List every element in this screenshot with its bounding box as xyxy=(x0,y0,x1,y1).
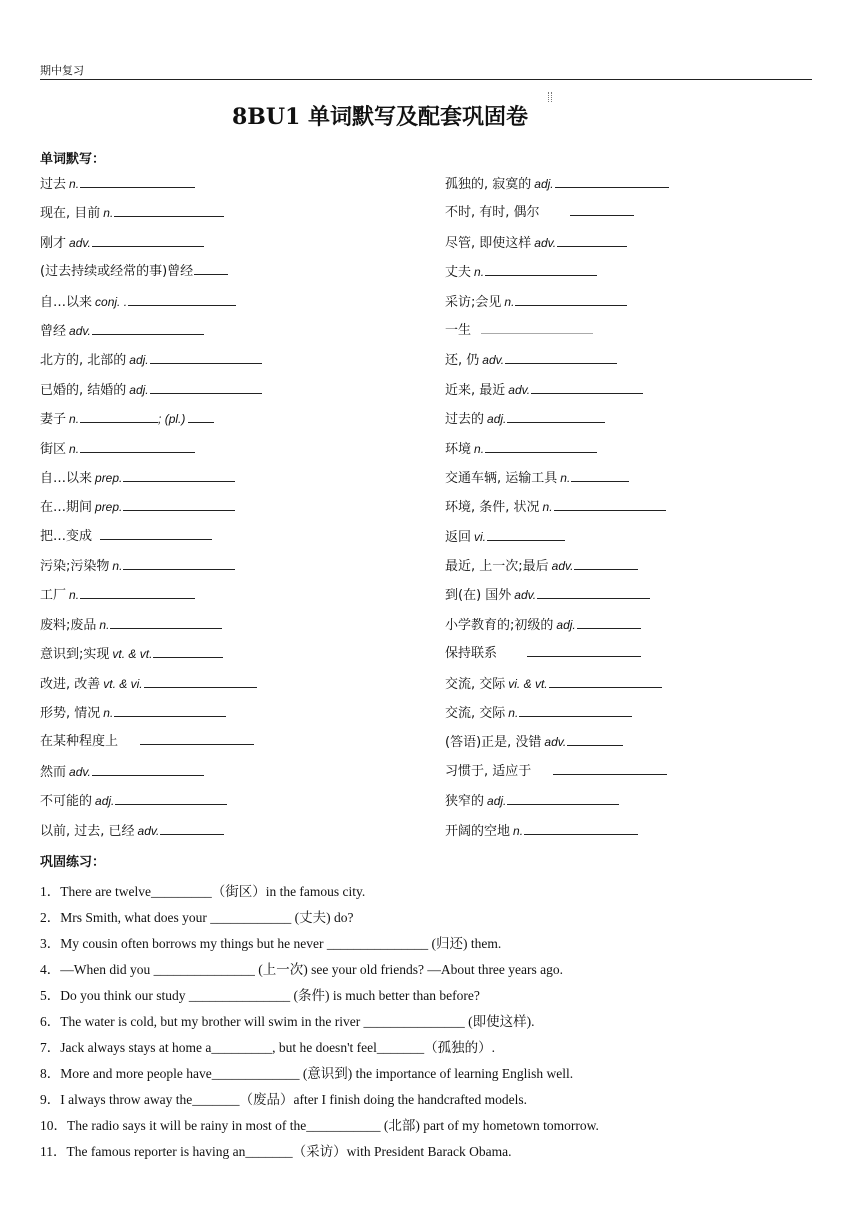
exercise-item-4: 4．—When did you _______________ (上一次) see your old friends? —About three years ago. xyxy=(40,962,564,977)
answer-blank[interactable] xyxy=(524,820,638,835)
vocab-plural-label: ; (pl.) xyxy=(158,412,186,427)
answer-blank[interactable] xyxy=(485,261,597,276)
vocab-pos: n. xyxy=(69,412,80,427)
vocab-pos: adv. xyxy=(137,823,160,838)
answer-blank[interactable] xyxy=(80,438,195,453)
vocab-item-left-10 xyxy=(40,436,440,465)
vocab-chinese: 然而 xyxy=(40,764,67,780)
answer-blank[interactable] xyxy=(507,790,619,805)
answer-blank[interactable] xyxy=(519,702,632,717)
vocab-pos: adv. xyxy=(482,353,505,368)
vocab-item-right-8 xyxy=(445,377,845,406)
vocab-item-right-18 xyxy=(445,671,845,700)
answer-blank[interactable] xyxy=(153,643,223,658)
vocab-pos: n. xyxy=(474,441,485,456)
vocab-item-right-1 xyxy=(445,171,845,200)
vocab-chinese: 返回 xyxy=(445,529,472,545)
vocab-item-right-16 xyxy=(445,612,845,641)
exercise-list xyxy=(40,880,840,1166)
answer-blank[interactable] xyxy=(549,673,662,688)
vocab-pos: n. xyxy=(542,500,553,515)
vocab-item-left-22 xyxy=(40,788,440,817)
answer-blank[interactable] xyxy=(487,526,565,541)
vocab-chinese: 刚才 xyxy=(40,235,67,251)
vocab-chinese: 北方的, 北部的 xyxy=(40,353,127,369)
vocab-chinese: 丈夫 xyxy=(445,265,472,281)
answer-blank[interactable] xyxy=(554,496,666,511)
vocab-chinese: 交流, 交际 xyxy=(445,676,506,692)
vocab-chinese: 过去 xyxy=(40,177,67,192)
vocab-item-left-12 xyxy=(40,494,440,523)
answer-blank[interactable] xyxy=(92,320,204,335)
vocab-chinese: 近来, 最近 xyxy=(445,382,506,398)
vocab-item-right-5 xyxy=(445,289,845,318)
vocab-pos: n. xyxy=(99,617,110,632)
vocab-item-left-19 xyxy=(40,700,440,729)
vocab-pos: adv. xyxy=(69,235,91,250)
vocab-item-left-1 xyxy=(40,171,440,200)
vocab-pos: n. xyxy=(508,706,519,721)
answer-blank[interactable] xyxy=(150,379,262,394)
vocab-item-right-21 xyxy=(445,759,845,788)
answer-blank[interactable] xyxy=(481,319,593,334)
vocab-chinese: 以前, 过去, 已经 xyxy=(40,823,135,839)
exercise-item-7: 7．Jack always stays at home a_________, but he doesn't feel_______（孤独的）. xyxy=(40,1040,495,1055)
vocab-chinese: 尽管, 即使这样 xyxy=(445,235,532,251)
vocab-pos: adj. xyxy=(95,794,115,809)
vocab-chinese: 不可能的 xyxy=(40,794,93,810)
vocab-chinese: 不时, 有时, 偶尔 xyxy=(445,205,540,221)
vocab-item-right-22 xyxy=(445,788,845,817)
exercise-item-1: 1．There are twelve_________（街区）in the famous city. xyxy=(40,884,366,899)
answer-blank[interactable] xyxy=(557,232,627,247)
vocab-pos: adv. xyxy=(69,323,91,338)
vocab-chinese: 自…以来 xyxy=(40,294,93,310)
vocab-chinese: 在某种程度上 xyxy=(40,734,119,750)
vocab-pos: conj. . xyxy=(95,294,128,309)
vocab-item-right-2 xyxy=(445,200,845,229)
answer-blank[interactable] xyxy=(114,702,226,717)
vocab-column-right xyxy=(445,171,845,847)
vocab-item-left-8 xyxy=(40,377,440,406)
page-header xyxy=(40,64,812,80)
header-text: 期中复习 xyxy=(40,64,84,77)
vocab-chinese: 交流, 交际 xyxy=(445,706,506,722)
vocab-chinese: 曾经 xyxy=(40,323,67,339)
answer-blank[interactable] xyxy=(80,584,195,599)
vocab-pos: vt. & vi. xyxy=(103,676,143,691)
answer-blank[interactable] xyxy=(100,525,212,540)
vocab-item-right-11 xyxy=(445,465,845,494)
vocab-chinese: 现在, 目前 xyxy=(40,206,101,222)
vocab-pos: vi. & vt. xyxy=(508,676,548,691)
vocab-pos: n. xyxy=(560,470,571,485)
answer-blank[interactable] xyxy=(160,820,224,835)
answer-blank[interactable] xyxy=(114,202,224,217)
vocab-pos: n. xyxy=(112,559,123,574)
answer-blank[interactable] xyxy=(140,730,254,745)
vocab-item-left-11 xyxy=(40,465,440,494)
vocab-item-left-5 xyxy=(40,289,440,318)
vocab-item-right-20 xyxy=(445,729,845,758)
vocab-pos: vt. & vt. xyxy=(112,647,153,662)
vocab-item-left-14 xyxy=(40,553,440,582)
exercise-item-9: 9．I always throw away the_______（废品）after I finish doing the handcrafted models. xyxy=(40,1092,528,1107)
vocab-item-left-13 xyxy=(40,524,440,553)
vocab-pos: n. xyxy=(69,177,80,191)
answer-blank[interactable] xyxy=(515,291,627,306)
exercise-item-11: 11．The famous reporter is having an_______（采访）with President Barack Obama. xyxy=(40,1144,512,1159)
vocab-pos: adj. xyxy=(129,382,149,397)
answer-blank[interactable] xyxy=(92,761,204,776)
answer-blank[interactable] xyxy=(531,379,643,394)
vocab-pos: adv. xyxy=(551,559,574,574)
answer-blank[interactable] xyxy=(485,438,597,453)
answer-blank[interactable] xyxy=(570,201,634,216)
vocab-item-right-23 xyxy=(445,818,845,847)
exercise-heading: 巩固练习： xyxy=(40,855,106,870)
vocab-item-right-14 xyxy=(445,553,845,582)
vocab-pos: adj. xyxy=(129,353,149,368)
vocab-chinese: 街区 xyxy=(40,441,67,457)
vocab-item-left-23 xyxy=(40,818,440,847)
answer-blank[interactable] xyxy=(123,467,235,482)
exercise-item-8: 8．More and more people have_____________ (意识到) the importance of learning English well. xyxy=(40,1066,574,1081)
answer-blank[interactable] xyxy=(505,349,617,364)
vocab-chinese: 在…期间 xyxy=(40,500,93,516)
vocab-item-right-3 xyxy=(445,230,845,259)
vocab-pos: n. xyxy=(69,588,80,603)
answer-blank[interactable] xyxy=(150,349,262,364)
vocab-pos: prep. xyxy=(95,470,123,485)
vocab-chinese: 保持联系 xyxy=(445,646,498,662)
answer-blank[interactable] xyxy=(507,408,605,423)
vocab-item-left-16 xyxy=(40,612,440,641)
vocab-item-right-15 xyxy=(445,582,845,611)
vocab-item-right-6 xyxy=(445,318,845,347)
vocab-pos: n. xyxy=(103,206,114,221)
vocab-item-left-17 xyxy=(40,641,440,670)
vocab-chinese: 自…以来 xyxy=(40,470,93,486)
vocab-chinese: 形势, 情况 xyxy=(40,706,101,722)
vocab-item-right-19 xyxy=(445,700,845,729)
exercise-item-6: 6．The water is cold, but my brother will swim in the river _______________ (即使这样). xyxy=(40,1014,535,1029)
vocab-item-left-21 xyxy=(40,759,440,788)
vocab-item-right-13 xyxy=(445,524,845,553)
vocab-heading: 单词默写： xyxy=(40,152,106,167)
vocab-chinese: 妻子 xyxy=(40,412,67,428)
vocab-item-left-7 xyxy=(40,347,440,376)
vocab-item-left-15 xyxy=(40,582,440,611)
vocab-pos: adj. xyxy=(556,617,576,632)
answer-blank[interactable] xyxy=(80,173,195,188)
vocab-chinese: 采访;会见 xyxy=(445,294,502,310)
vocab-chinese: 废料;废品 xyxy=(40,617,97,633)
vocab-chinese: 最近, 上一次;最后 xyxy=(445,559,549,575)
vocab-chinese: 狭窄的 xyxy=(445,794,485,810)
vocab-item-left-3 xyxy=(40,230,440,259)
vocab-pos: adj. xyxy=(487,794,507,809)
answer-blank[interactable] xyxy=(80,408,158,423)
vocab-item-right-17 xyxy=(445,641,845,670)
vocab-chinese: 把…变成 xyxy=(40,528,93,544)
vocab-chinese: 改进, 改善 xyxy=(40,676,101,692)
answer-blank[interactable] xyxy=(115,790,227,805)
vocab-column-left xyxy=(40,171,440,847)
vocab-chinese: 环境 xyxy=(445,441,472,457)
vocab-item-left-20 xyxy=(40,729,440,758)
vocab-pos: adv. xyxy=(514,588,537,603)
exercise-item-10: 10．The radio says it will be rainy in most of the___________ (北部) part of my hometown tomorrow. xyxy=(40,1118,599,1133)
exercise-item-5: 5．Do you think our study _______________ (条件) is much better than before? xyxy=(40,988,480,1003)
vocab-chinese: (答语)正是, 没错 xyxy=(445,735,542,751)
vocab-chinese: 意识到;实现 xyxy=(40,647,110,663)
vocab-chinese: (过去持续或经常的事)曾经 xyxy=(40,264,194,280)
vocab-pos: n. xyxy=(513,823,524,838)
vocab-chinese: 环境, 条件, 状况 xyxy=(445,500,540,516)
vocab-chinese: 过去的 xyxy=(445,412,485,428)
vocab-item-left-4 xyxy=(40,259,440,288)
vocab-item-left-18 xyxy=(40,671,440,700)
answer-blank-plural[interactable] xyxy=(188,408,214,423)
answer-blank[interactable] xyxy=(574,555,638,570)
cursor-mark xyxy=(548,92,552,102)
vocab-chinese: 到(在) 国外 xyxy=(445,588,512,604)
vocab-pos: adv. xyxy=(534,235,557,250)
answer-blank[interactable] xyxy=(123,555,235,570)
answer-blank[interactable] xyxy=(571,467,629,482)
vocab-pos: adv. xyxy=(69,764,91,779)
vocab-item-right-12 xyxy=(445,494,845,523)
vocab-chinese: 已婚的, 结婚的 xyxy=(40,382,127,398)
answer-blank[interactable] xyxy=(123,496,235,511)
page-title: 8BU1 单词默写及配套巩固卷 xyxy=(231,104,529,130)
vocab-chinese: 工厂 xyxy=(40,588,67,604)
vocab-item-left-6 xyxy=(40,318,440,347)
vocab-pos: n. xyxy=(69,441,80,456)
answer-blank[interactable] xyxy=(553,760,667,775)
answer-blank[interactable] xyxy=(110,614,222,629)
vocab-chinese: 一生 xyxy=(445,322,472,338)
vocab-chinese: 习惯于, 适应于 xyxy=(445,763,532,779)
vocab-chinese: 小学教育的;初级的 xyxy=(445,617,554,633)
answer-blank[interactable] xyxy=(194,260,228,275)
vocab-item-left-2 xyxy=(40,200,440,229)
answer-blank[interactable] xyxy=(567,731,623,746)
vocab-pos: adj. xyxy=(534,177,554,191)
vocab-pos: adj. xyxy=(487,412,507,427)
vocab-pos: n. xyxy=(474,265,485,280)
vocab-chinese: 污染;污染物 xyxy=(40,559,110,575)
vocab-chinese: 还, 仍 xyxy=(445,353,480,369)
vocab-item-right-7 xyxy=(445,347,845,376)
vocab-pos: n. xyxy=(103,706,114,721)
vocab-item-right-4 xyxy=(445,259,845,288)
vocab-item-right-10 xyxy=(445,436,845,465)
vocab-pos: adv. xyxy=(544,735,567,750)
exercise-item-3: 3．My cousin often borrows my things but he never _______________ (归还) them. xyxy=(40,936,502,951)
vocab-item-right-9 xyxy=(445,406,845,435)
answer-blank[interactable] xyxy=(527,642,641,657)
vocab-chinese: 交通车辆, 运输工具 xyxy=(445,470,558,486)
answer-blank[interactable] xyxy=(144,673,257,688)
answer-blank[interactable] xyxy=(555,173,669,188)
vocab-pos: adv. xyxy=(508,382,531,397)
vocab-pos: n. xyxy=(504,294,515,309)
answer-blank[interactable] xyxy=(128,291,236,306)
vocab-chinese: 孤独的, 寂寞的 xyxy=(445,177,532,192)
answer-blank[interactable] xyxy=(92,232,204,247)
vocab-chinese: 开阔的空地 xyxy=(445,823,511,839)
exercise-item-2: 2．Mrs Smith, what does your ____________ (丈夫) do? xyxy=(40,910,354,925)
vocab-item-left-9 xyxy=(40,406,440,435)
vocab-pos: prep. xyxy=(95,500,123,515)
answer-blank[interactable] xyxy=(537,584,650,599)
vocab-pos: vi. xyxy=(474,529,487,544)
answer-blank[interactable] xyxy=(577,614,641,629)
